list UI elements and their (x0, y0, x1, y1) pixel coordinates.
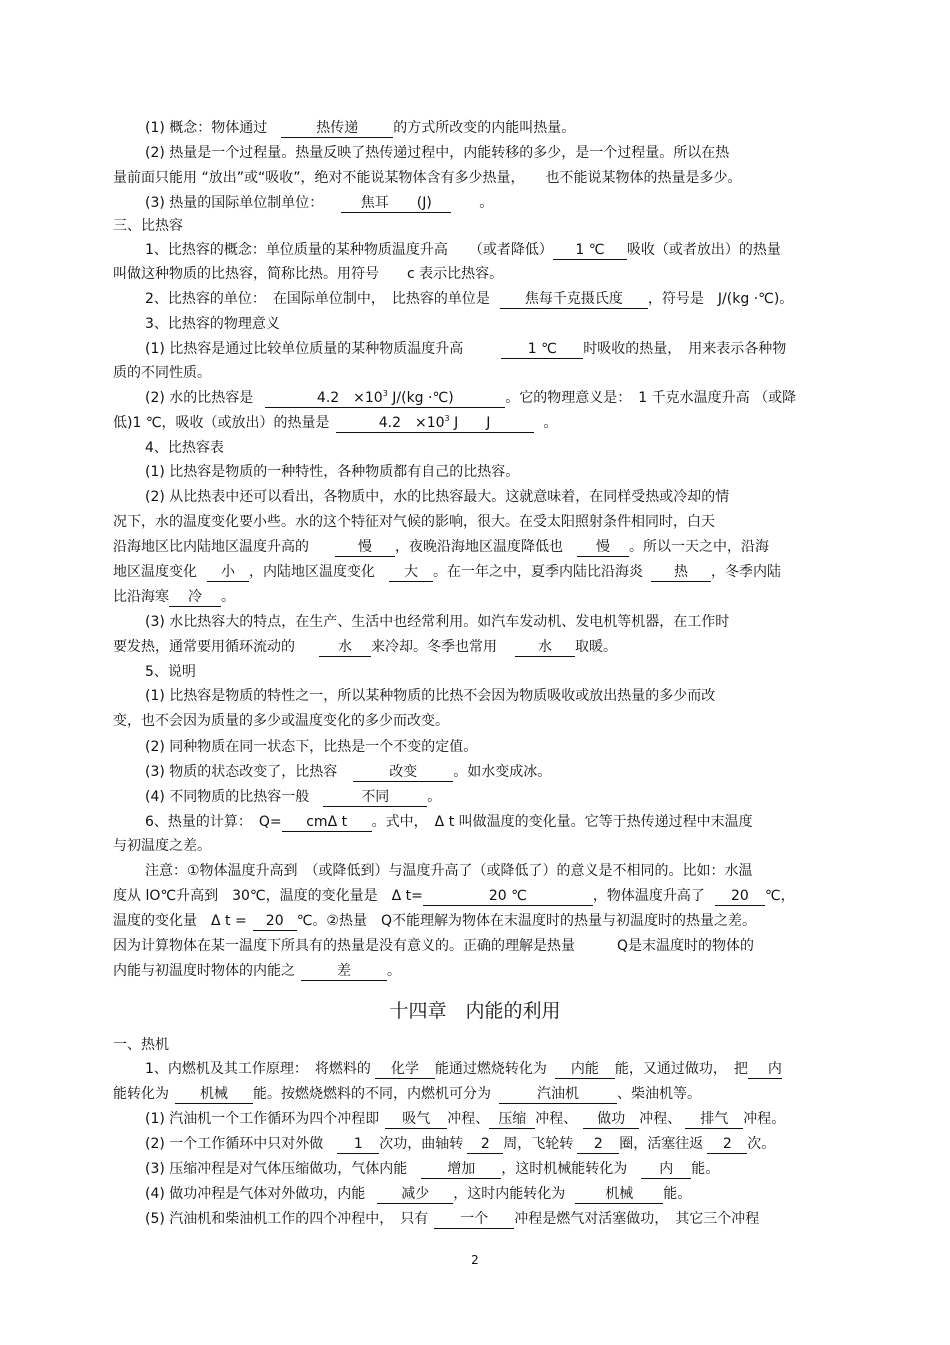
four-strokes-line: (1) 汽油机一个工作循环为四个冲程即 吸气 冲程、 压缩 冲程、 做功 冲程、 排气 冲程。 (145, 1111, 786, 1127)
blank-answer: 1 ℃ (553, 242, 627, 260)
text-line: 因为计算物体在某一温度下所具有的热量是没有意义的。正确的理解是热量 Q是末温度时的物体的 (113, 938, 755, 954)
blank-answer: 内 (748, 1061, 782, 1079)
blank-answer: 焦每千克摄氏度 (500, 291, 648, 309)
blank-answer: 2 (467, 1136, 503, 1154)
blank-answer: 热 (651, 564, 711, 582)
blank-answer: 减少 (377, 1186, 453, 1204)
blank-answer: 排气 (685, 1111, 743, 1129)
specific-heat-concept-line: 1、比热容的概念：单位质量的某种物质温度升高 （或者降低） 1 ℃ 吸收（或者放出）的热量 (145, 242, 781, 258)
coastal-temperature-line: 沿海地区比内陆地区温度升高的 慢 ，夜晚沿海地区温度降低也 慢 。所以一天之中，沿海 (113, 539, 769, 555)
text-line: 况下，水的温度变化要小些。水的这个特征对气候的影响，很大。在受太阳照射条件相同时，白天 (113, 514, 715, 530)
blank-answer: 20 (715, 888, 765, 906)
different-substances-line: (4) 不同物质的比热容一般 不同 。 (145, 789, 442, 805)
subsection-heading: 4、比热容表 (145, 440, 224, 456)
blank-answer: 冷 (169, 589, 221, 607)
engine-principle-line: 1、内燃机及其工作原理： 将燃料的 化学 能通过燃烧转化为 内能 能，又通过做功， 把 内 (145, 1061, 782, 1077)
stroke-work-line: (5) 汽油机和柴油机工作的四个冲程中， 只有 一个 冲程是燃气对活塞做功， 其它三个冲程 (145, 1211, 760, 1227)
text-line: 注意：①物体温度升高到 （或降低到）与温度升高了（或降低了）的意义是不相同的。比如：水温 (145, 863, 753, 879)
section-heading: 三、比热容 (113, 218, 183, 234)
specific-heat-unit-line: 2、比热容的单位： 在国际单位制中， 比热容的单位是 焦每千克摄氏度 ，符号是 J/(kg ·℃)。 (145, 291, 794, 307)
power-stroke-line: (4) 做功冲程是气体对外做功，内能 减少 ，这时内能转化为 机械 能。 (145, 1186, 692, 1202)
cooling-line: 要发热，通常要用循环流动的 水 来冷却。冬季也常用 水 取暖。 (113, 639, 617, 655)
text-line: (2) 同种物质在同一状态下，比热是一个不变的定值。 (145, 739, 478, 755)
water-specific-heat-line: (2) 水的比热容是 4.2 $\times 10^3$ J/(kg ·℃) 。它的物理意义是： 1 千克水温度升高 （或降 (145, 389, 797, 406)
text-line: (3) 水比热容大的特点，在生产、生活中也经常利用。如汽车发动机、发电机等机器，在工作时 (145, 614, 730, 630)
heat-concept-line: (1) 概念：物体通过 热传递 的方式所改变的内能叫热量。 (145, 120, 576, 136)
blank-answer: 4.2 $\times 10^3$ J J (336, 415, 534, 433)
blank-answer: 改变 (353, 764, 453, 782)
blank-answer: 水 (515, 639, 575, 657)
blank-answer: 内能 (555, 1061, 615, 1079)
heat-unit-line: (3) 热量的国际单位制单位： 焦耳 (J) 。 (145, 195, 494, 211)
blank-answer: 做功 (583, 1111, 639, 1129)
blank-answer: 增加 (421, 1161, 501, 1179)
state-change-line: (3) 物质的状态改变了，比热容 改变 。如水变成冰。 (145, 764, 552, 780)
blank-answer: 化学 (375, 1061, 435, 1079)
blank-answer: 20 ℃ (423, 888, 593, 906)
engine-type-line: 能转化为 机械 能。按燃烧燃料的不同，内燃机可分为 汽油机 、柴油机等。 (113, 1086, 701, 1102)
blank-answer: 吸气 (385, 1111, 447, 1129)
blank-answer: 1 ℃ (501, 341, 583, 359)
subsection-heading: 5、说明 (145, 664, 196, 680)
subsection-heading: 3、比热容的物理意义 (145, 316, 280, 332)
text-line: (2) 从比热表中还可以看出，各物质中，水的比热容最大。这就意味着，在同样受热或冷却的情 (145, 489, 730, 505)
blank-answer: 4.2 $\times 10^3$ J/(kg ·℃) (265, 390, 505, 408)
internal-energy-difference-line: 内能与初温度时物体的内能之 差 。 (113, 963, 401, 979)
blank-answer: 慢 (577, 539, 629, 557)
blank-answer: 1 (337, 1136, 379, 1154)
blank-answer: cmΔ t (282, 814, 372, 832)
chapter-title: 十四章 内能的利用 (389, 1000, 561, 1022)
blank-answer: 慢 (335, 539, 395, 557)
blank-answer: 汽油机 (499, 1086, 617, 1104)
blank-answer: 2 (577, 1136, 619, 1154)
water-heat-amount-line: 低)1 ℃，吸收（或放出）的热量是 4.2 $\times 10^3$ J J 。 (113, 414, 558, 431)
blank-answer: 机械 (175, 1086, 253, 1104)
blank-answer: 20 (253, 913, 297, 931)
text-line: 与初温度之差。 (113, 838, 211, 854)
section-heading: 一、热机 (113, 1037, 169, 1053)
blank-answer: 机械 (575, 1186, 663, 1204)
text-line: 变，也不会因为质量的多少或温度变化的多少而改变。 (113, 713, 449, 729)
blank-answer: 2 (707, 1136, 747, 1154)
temperature-delta-line: 温度的变化量 Δ t = 20 ℃。②热量 Q不能理解为物体在末温度时的热量与初温度时的热量之差。 (113, 913, 756, 929)
winter-line: 比沿海寒 冷 。 (113, 589, 235, 605)
text-line: 量前面只能用 “放出”或“吸收”，绝对不能说某物体含有多少热量， 也不能说某物体的热量是多少。 (113, 170, 742, 186)
blank-answer: 不同 (323, 789, 427, 807)
region-temperature-line: 地区温度变化 小 ，内陆地区温度变化 大 。在一年之中，夏季内陆比沿海炎 热 ，冬季内陆 (113, 564, 781, 580)
blank-answer: 内 (641, 1161, 691, 1179)
blank-answer: 焦耳 (J) (341, 195, 451, 213)
physical-meaning-line: (1) 比热容是通过比较单位质量的某种物质温度升高 1 ℃ 时吸收的热量， 用来表示各种物 (145, 341, 787, 357)
blank-answer: 差 (301, 963, 387, 981)
heat-calculation-line: 6、热量的计算： Q= cmΔ t 。式中， Δ t 叫做温度的变化量。它等于热传递过程中末温度 (145, 814, 753, 830)
blank-answer: 压缩 (489, 1111, 535, 1129)
work-cycle-line: (2) 一个工作循环中只对外做 1 次功，曲轴转 2 周，飞轮转 2 圈，活塞往返 2 次。 (145, 1136, 776, 1152)
temperature-change-line: 度从 lO℃升高到 30℃，温度的变化量是 Δ t= 20 ℃ ，物体温度升高了 20 ℃， (113, 888, 795, 904)
page-number: 2 (471, 1253, 479, 1267)
text-line: (1) 比热容是物质的特性之一，所以某种物质的比热不会因为物质吸收或放出热量的多少而改 (145, 688, 716, 704)
blank-answer: 小 (207, 564, 249, 582)
compression-stroke-line: (3) 压缩冲程是对气体压缩做功，气体内能 增加 ，这时机械能转化为 内 能。 (145, 1161, 720, 1177)
text-line: 质的不同性质。 (113, 365, 211, 381)
blank-answer: 水 (319, 639, 371, 657)
blank-answer: 大 (389, 564, 433, 582)
text-line: (1) 比热容是物质的一种特性，各种物质都有自己的比热容。 (145, 464, 520, 480)
blank-answer: 热传递 (281, 120, 393, 138)
text-line: (2) 热量是一个过程量。热量反映了热传递过程中，内能转移的多少，是一个过程量。所以在热 (145, 145, 730, 161)
text-line: 叫做这种物质的比热容，简称比热。用符号 c 表示比热容。 (113, 266, 504, 282)
blank-answer: 一个 (434, 1211, 514, 1229)
